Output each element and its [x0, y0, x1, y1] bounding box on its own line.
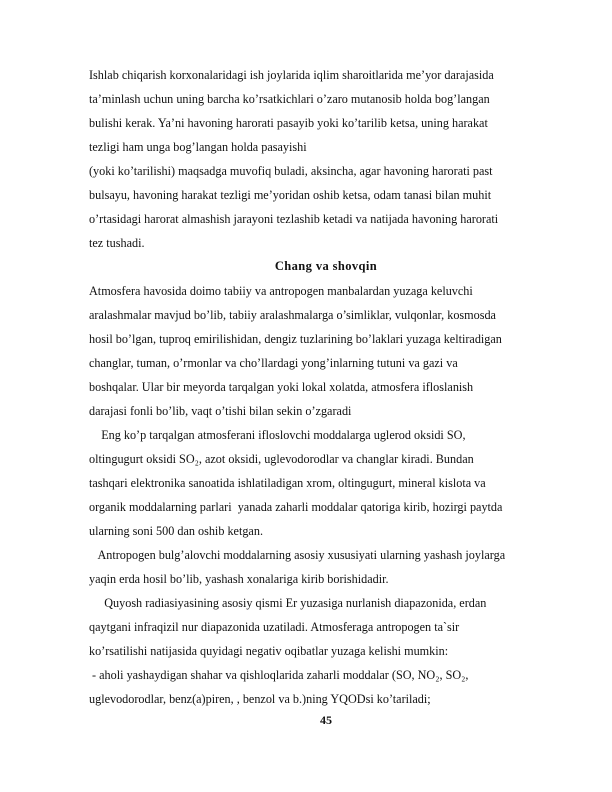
text-line: boshqalar. Ular bir meyorda tarqalgan yoki lokal xolatda, atmosfera ifloslanish [89, 380, 474, 394]
page-number: 45 [320, 713, 332, 727]
text-line: organik moddalarning parlari yanada zaharli moddalar qatoriga kirib, hozirgi paytda [89, 500, 503, 514]
text-line: darajasi fonli bo’lib, vaqt o’tishi bilan sekin o’zgaradi [89, 404, 352, 418]
text-line: qaytgani infraqizil nur diapazonida uzatiladi. Atmosferaga antropogen ta`sir [89, 620, 460, 634]
text-line: ularning soni 500 dan oshib ketgan. [89, 524, 263, 538]
text-line: bulishi kerak. Ya’ni havoning harorati pasayib yoki ko’tarilib ketsa, uning harakat [89, 116, 488, 130]
text-line: Eng ko’p tarqalgan atmosferani ifloslovchi moddalarga uglerod oksidi SO, [89, 428, 466, 442]
section-heading: Chang va shovqin [274, 259, 378, 273]
text-line: (yoki ko’tarilishi) maqsadga muvofiq buladi, aksincha, agar havoning harorati past [89, 164, 493, 178]
text-line: yaqin erda hosil bo’lib, yashash xonalariga kirib borishidadir. [89, 572, 389, 586]
text-line: aralashmalar mavjud bo’lib, tabiiy aralashmalarga o’simliklar, vulqonlar, kosmosda [89, 308, 496, 322]
text-line: o’rtasidagi harorat almashish jarayoni tezlashib ketadi va natijada havoning harorati [89, 212, 499, 226]
text-line: Atmosfera havosida doimo tabiiy va antropogen manbalardan yuzaga keluvchi [89, 284, 473, 298]
text-line: oltingugurt oksidi SO₂, azot oksidi, uglevodorodlar va changlar kiradi. Bundan [89, 452, 474, 466]
text-line: Quyosh radiasiyasining asosiy qismi Er yuzasiga nurlanish diapazonida, erdan [89, 596, 487, 610]
text-line: changlar, tuman, o’rmonlar va cho’llardagi yong’inlarning tutuni va gazi va [89, 356, 458, 370]
text-line: - aholi yashaydigan shahar va qishloqlarida zaharli moddalar (SO, NO₂, SO₂, [89, 668, 469, 682]
text-line: tashqari elektronika sanoatida ishlatiladigan xrom, oltingugurt, mineral kislota va [89, 476, 486, 490]
text-line: bulsayu, havoning harakat tezligi me’yoridan oshib ketsa, odam tanasi bilan muhit [89, 188, 492, 202]
text-line: ko’rsatilishi natijasida quyidagi negativ oqibatlar yuzaga kelishi mumkin: [89, 644, 449, 658]
text-line: tez tushadi. [89, 236, 145, 250]
text-line: uglevodorodlar, benz(a)piren, , benzol va b.)ning YQODsi ko’tariladi; [89, 692, 431, 706]
text-line: hosil bo’lgan, tuproq emirilishidan, dengiz tuzlarining bo’laklari yuzaga keltiradigan [89, 332, 502, 346]
text-line: Antropogen bulg’alovchi moddalarning asosiy xususiyati ularning yashash joylarga [89, 548, 506, 562]
text-line: tezligi ham unga bog’langan holda pasayishi [89, 140, 307, 154]
text-line: ta’minlash uchun uning barcha ko’rsatkichlari o’zaro mutanosib holda bog’langan [89, 92, 490, 106]
text-line: Ishlab chiqarish korxonalaridagi ish joylarida iqlim sharoitlarida me’yor darajasida [89, 68, 494, 82]
